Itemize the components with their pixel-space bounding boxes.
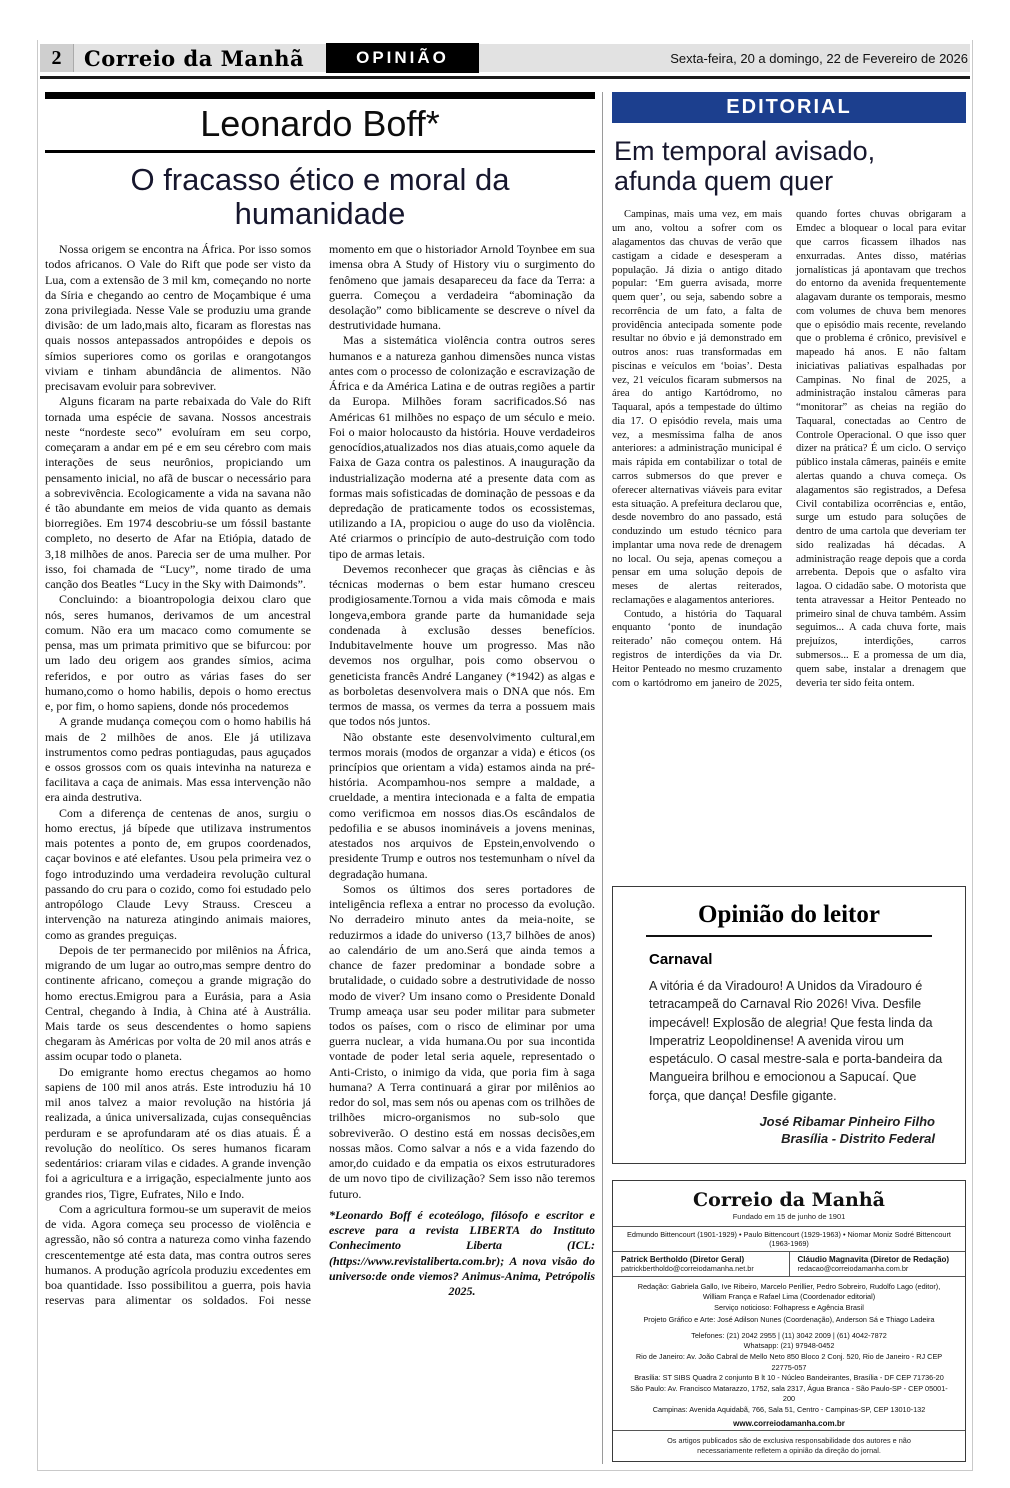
reader-opinion-title: Opinião do leitor (698, 901, 880, 928)
author-bio: *Leonardo Boff é ecoteólogo, filósofo e escritor e escreve para a revista LIBERTA do Instituto Conhecimento Liberta (ICL: (https://www.revistaliberta.com.br); A nova visão do universo:de onde viemos? Animus-Anima, Petrópolis 2025. (329, 1207, 595, 1298)
paragraph: Não obstante este desenvolvimento cultural,em termos morais (modos de organzar a vida) e éticos (os princípios que orientam a vida) estamos ainda na pré-história. Acompamhou-nos sempre a maldade, a crueldade, a mentira intecionada e a falta de empatia como verificmoa em nossos dias.Os escândalos de pedofilia e se abusos inomináveis a jovens meninas, atestados nos arquivos de Epstein,envolvendo o presidente Trump e outros nos testemunham o nível da degradação humana. (329, 729, 595, 881)
reader-opinion-box (612, 886, 966, 1164)
contact-phones: Telefones: (21) 2042 2955 | (11) 3042 2009 | (61) 4042-7872 (691, 1330, 887, 1340)
address-brasilia: Brasília: ST SIBS Quadra 2 conjunto B lt 10 - Núcleo Bandeirantes, Brasília - DF CEP 71736-20 (634, 1373, 944, 1383)
paragraph: Campinas, mais uma vez, em mais um ano, voltou a sofrer com os alagamentos das chuvas de verão que castigam a cidade e desesperam a população. Já dizia o antigo ditado popular: ‘Em guerra avisada, morre quem quer’, ou seja, sabendo sobre a recorrência de um fato, a falta de providência antecipada somente pode resultar no óbvio e já demonstrado em outros anos: ruas transformadas em piscinas e veículos em ‘boias’. Desta vez, 21 veículos ficaram submersos na área do antigo Kartódromo, no Taquaral, após a tempestade do último dia 17. O episódio revela, mais uma vez, a mesmíssima falha de anos anteriores: a administração municipal é mais rápida em contabilizar o total de carros submersos do que prever e oferecer alternativas viáveis para evitar esta situação. A prefeitura declarou que, desde novembro do ano passado, está conduzindo um estudo técnico para implantar uma nova rede de drenagem no local. Ou seja, apenas começou a pensar em uma solução depois de meses de alertas reiterados, reclamações e alagamentos anteriores. (612, 209, 782, 606)
paragraph: Do emigrante homo erectus chegamos ao homo sapiens de 100 mil anos atrás. Este introduziu há 10 mil anos talvez a maior revolução na história já realizada, a única universalizada, cujas consequências perduram e se aprofundaram até os dias atuais. É a revolução do neolítico. Os seres humanos ficaram sedentários: criaram vilas e cidades. A grande invenção foi a agricultura e a irrigação, especialmente junto aos grandes rios, Tigre, Eufrates, Nilo e Indo. (45, 1064, 311, 1201)
masthead-contacts (613, 1326, 965, 1430)
paragraph: Alguns ficaram na parte rebaixada do Vale do Rift tornada uma espécie de savana. Nossos ancestrais neste “nordeste seco” evoluíram em seu corpo, começaram a andar em pé e em seu cérebro com mais interações de seus neurônios, propiciando um pensamento inicial, no afã de buscar o necessário para a sobrevivência. Ecologicamente a vida na savana não é tão abundante em meios de vida quanto as demais biorregiões. Em 1974 descobriu-se um fóssil bastante completo, no deserto de Afar na Etiópia, datado de 3,18 milhões de anos. Parecia ser de uma mulher. Por isso, foi chamada de “Lucy”, nome tirado de uma canção dos Beatles “Lucy in the Sky with Daimonds”. (45, 394, 311, 592)
staff-redaction: Redação: Gabriela Gallo, Ive Ribeiro, Marcelo Perillier, Pedro Sobreiro, Rudolfo Lago (editor), William França e Rafael Lima (Coordenador editorial) (637, 1282, 941, 1302)
paragraph: Concluindo: a bioantropologia deixou claro que nós, seres humanos, derivamos de um ancestral comum. Não era um macaco como comumente se pensa, mas um primata primitivo que se bifurcou: por um lado deu origem aos grandes símios, acima referidos, e por outro as várias fases do ser humano,como o homo habilis, depois o homo erectus e, por fim, o homo sapiens, donde nós procedemos (45, 592, 311, 714)
director-redaction-email: redacao@correiodamanha.com.br (797, 1264, 909, 1273)
director-redaction-cell (789, 1252, 966, 1276)
paragraph: Somos os últimos dos seres portadores de inteligência reflexa a entrar no processo da evolução. No derradeiro minuto antes da meia-noite, se reduzirmos a idade do universo (13,7 bilhões de anos) ao calendário de um ano.Será que ainda temos a chance de fazer predominar a bondade sobre a brutalidade, o cuidado sobre a destrutividade de nosso modo de viver? Um insano como o Presidente Donald Trump ameaça usar seu poder militar para submeter todos os países, com o risco de eliminar por uma guerra nuclear, a vida humana.Ou por sua incontida vontade de poder letal seria aquele, representado o Anti-Cristo, o inimigo da vida, que poria fim à saga humana? A Terra continuará a girar por milênios ao redor do sol, mas sem nós ou apenas com os trilhões de trilhões micro-organismos no sub-solo que sobreviverão. O destino está em nossas decisões,em nossas mãos. Como salvar a nós e a vida fazendo do amor,do cuidado e da empatia os eixos estruturadores de um novo tipo de civilização? Sem isso não teremos futuro. (329, 881, 595, 1201)
paragraph: A grande mudança começou com o homo habilis há mais de 2 milhões de anos. Ele já utilizava instrumentos como pedras pontiagudas, paus aguçados e ossos grossos com os quais intevinha na natureza e facilitava a caça de animais. Mas essa intervenção não era ainda destrutiva. (45, 714, 311, 805)
article-rule-top (45, 92, 595, 99)
letter-body: A vitória é da Viradouro! A Unidos da Viradouro é tetracampeã do Carnaval Rio 2026! Viva. Desfile impecável! Explosão de alegria! Que festa linda da Imperatriz Leopoldinense! A avenida virou um espetáculo. O casal mestre-sala e porta-bandeira da Mangueira brilhou e emocionou a Sapucaí. Que força, que dança! Desfile gigante. (649, 979, 943, 1103)
address-sao-paulo: São Paulo: Av. Francisco Matarazzo, 1752, sala 2317, Água Branca - São Paulo-SP - CEP 05001-200 (630, 1383, 948, 1404)
editorial-body (612, 208, 966, 858)
page-border-left (37, 40, 38, 1470)
masthead-directors (613, 1252, 965, 1277)
reader-title-rule (646, 935, 931, 937)
article-rule-mid (45, 150, 595, 153)
masthead-founded: Fundado em 15 de junho de 1901 (732, 1212, 846, 1221)
letter-title: Carnaval (649, 951, 713, 968)
staff-news-service: Serviço noticioso: Folhapress e Agência Brasil (714, 1303, 864, 1313)
editorial-headline: Em temporal avisado, afunda quem quer (614, 136, 876, 197)
paragraph: Mas a sistemática violência contra outros seres humanos e a natureza ganhou dimensões nunca vistas antes com o processo de colonização e escravização de África e da América Latina e de outras regiões a partir da Europa. Milhões foram sacrificados.Só nas Américas 61 milhões no espaço de um século e meio. Foi o maior holocausto da história. Houve verdadeiros genocídios,atualizados nos dias atuais,como aquele da Faixa de Gaza contra os palestinos. A inauguração da industrialização moderna até a presente data com as formas mais sofisticadas de dominação de pessoas e da depredação de praticamente todos os ecossistemas, utilizando a IA, propiciou o auge do uso da violência. Até criarmos o princípio de auto-destruição com todo tipo de armas letais. (329, 333, 595, 561)
editorial-label: EDITORIAL (612, 92, 966, 123)
paragraph: Contudo, a história do Taquaral enquanto ‘ponto de inundação reiterado’ não começou ontem. Há registros de interdições da via Dr. Heitor Penteado no mesmo cruzamento com o kartódromo em janeiro de 2025, quando fortes chuvas obrigaram a Emdec a bloquear o local para evitar que carros ficassem ilhados nas enxurradas. Antes disso, matérias jornalísticas já apontavam que trechos do entorno da avenida frequentemente alagavam durante os temporais, mesmo com volumes de chuva bem menores que o episódio mais recente, revelando que o problema é crônico, previsível e mapeado há anos. E não faltam iniciativas paliativas espalhadas por Campinas. No final de 2025, a administração instalou câmeras para “monitorar” as cheias na região do Taquaral, conectadas ao Centro de Controle Operacional. O que isso quer dizer na prática? É um ciclo. O serviço público instala câmeras, painéis e emite alertas quando a chuva começa. Os alagamentos são registrados, a Defesa Civil contabiliza ocorrências e, então, surge um estudo para soluções de dentro de uma cartola que deveriam ter sido realizadas há décadas. A administração reage depois que a corda arrebenta. Depois que o asfalto vira lagoa. O cidadão sabe. O motorista que tenta atravessar a Heitor Penteado no primeiro sinal de chuva também. Assim seguimos... A cada chuva forte, mais prejuízos, interdições, carros submersos... E a promessa de um dia, quem sabe, instalar a drenagem que deveria ter sido feita ontem. (612, 209, 966, 689)
director-redaction-name: Cláudio Magnavita (Diretor de Redação) (797, 1255, 950, 1264)
masthead-disclaimer: Os artigos publicados são de exclusiva responsabilidade dos autores e não necessariamente refletem a opinião da direção do jornal. (613, 1430, 965, 1462)
paragraph: Depois de ter permanecido por milênios na África, migrando de um lugar ao outro,mas sempre dentro do continente africano, começou a grande migração do homo erectus.Emigrou para a Eurásia, para a Asia Central, chegando à India, à China até à Austrália. Mais tarde os seus descendentes o homo sapiens chegaram às Américas por volta de 20 mil anos atrás e assim ocupar todo o planeta. (45, 942, 311, 1064)
masthead-box (612, 1180, 966, 1462)
staff-design: Projeto Gráfico e Arte: José Adilson Nunes (Coordenação), Anderson Sá e Thiago Ladeira (643, 1314, 935, 1324)
article-body (45, 242, 595, 1474)
section-badge: OPINIÃO (326, 43, 479, 73)
paragraph: Nossa origem se encontra na África. Por isso somos todos africanos. O Vale do Rift que pode ser visto da Lua, com a extensão de 3 mil km, começando no norte da Síria e chegando ao centro de Moçambique é uma zona privilegiada. Nesse Vale se produziu uma grande divisão: de um lado,mais alto, ficaram as florestas nas quais nossos antepassados antropóides e depois os símios superiores como os gorilas e orangotangos viviam e tinham abundância de alimentos. Não precisavam evoluir para sobreviver. (45, 242, 311, 394)
column-divider (602, 92, 603, 1464)
page-header (40, 44, 970, 72)
letter-signature (627, 1113, 935, 1148)
edition-date: Sexta-feira, 20 a domingo, 22 de Fevereiro de 2026 (670, 50, 968, 66)
editorial-section (612, 92, 966, 858)
newspaper-logo: Correio da Manhã (84, 45, 305, 71)
paragraph: Com a diferença de centenas de anos, surgiu o homo erectus, já bípede que utilizava instrumentos mais potentes a ponto de, em grupos coordenados, caçar bovinos e até elefantes. Usou pela primeira vez o fogo introduzindo uma verdadeira revolução cultural passando do cru para o cozido, como foi estudado pelo antropólogo Claude Levy Strauss. Cresceu a intervenção na natureza atingindo animais maiores, como as grandes preguiças. (45, 805, 311, 942)
website-link: www.correiodamanha.com.br (733, 1419, 845, 1429)
masthead-staff (613, 1277, 965, 1326)
paragraph: Com a agricultura formou-se um superavit de meios de vida. Agora começa seu processo de violência e agressão, não só contra a natureza como vinha fazendo crescentementge até esta data, mas contra outros seres humanos. A produção agrícola produziu excedentes em boa quantidade. Isso possibilitou a guerra, pois havia reservas para alimentar os soldados. Foi nesse momento em que o historiador Arnold Toynbee em sua imensa obra A Study of History viu o surgimento do fenômeno que jamais desapareceu da face da Terra: a guerra. Começou a verdadeira “abominação da desolação” como biblicamente se descreve o nível da destrutividade humana. (45, 242, 595, 1308)
paragraph: Devemos reconhecer que graças às ciências e às técnicas modernas o bem estar humano cresceu prodigiosamente.Tornou a vida mais cômoda e mais longeva,embora grande parte da humanidade seja condenada à exclusão desses benefícios. Indubitavelmente houve um progresso. Mas não devemos nos orgulhar, pois como observou o geneticista francês André Langaney (*1942) as algas e as borboletas desenvolvera mais o DNA que nós. Em termos de massa, os vermes da terra a possuem mais que todos nós juntos. (329, 561, 595, 729)
article-leonardo-boff (45, 92, 595, 1474)
page-number: 2 (40, 44, 74, 72)
signature-place: Brasília - Distrito Federal (781, 1131, 935, 1147)
address-rio: Rio de Janeiro: Av. João Cabral de Mello Neto 850 Bloco 2 Conj. 520, Rio de Janeiro - RJ CEP 22775-057 (635, 1351, 943, 1372)
address-campinas: Campinas: Avenida Aquidabã, 766, Sala 51, Centro - Campinas-SP, CEP 13010-132 (652, 1404, 926, 1414)
director-general-name: Patrick Bertholdo (Diretor Geral) (621, 1255, 745, 1264)
director-general-email: patrickbertholdo@correiodamanha.net.br (621, 1264, 754, 1273)
signature-name: José Ribamar Pinheiro Filho (759, 1113, 935, 1129)
masthead-founders: Edmundo Bittencourt (1901-1929) • Paulo Bittencourt (1929-1963) • Niomar Moniz Sodré Bittencourt (1963-1969) (613, 1226, 965, 1252)
contact-whatsapp: Whatsapp: (21) 97948-0452 (743, 1341, 835, 1351)
article-author: Leonardo Boff* (200, 103, 440, 144)
page-border-right (972, 40, 973, 1470)
director-general-cell (613, 1252, 789, 1276)
masthead-title: Correio da Manhã (693, 1189, 885, 1211)
header-rule (40, 76, 970, 79)
article-headline: O fracasso ético e moral da humanidade (130, 161, 510, 232)
